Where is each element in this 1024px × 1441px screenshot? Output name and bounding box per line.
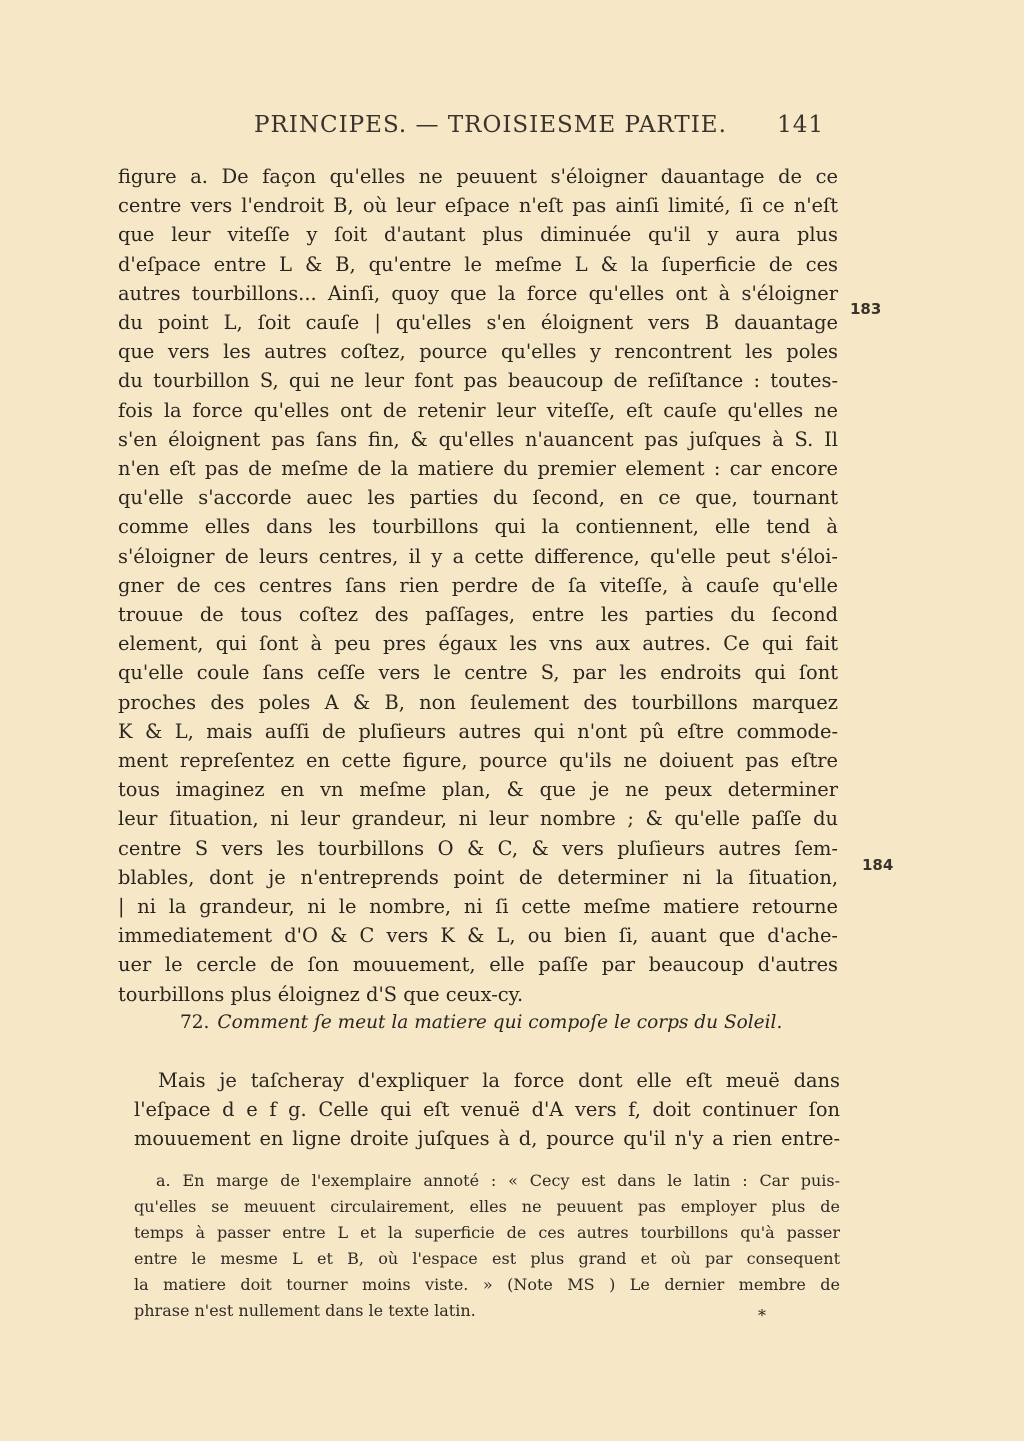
main-text xyxy=(118,162,838,1009)
text-line: qu'elle coule ſans ceſſe vers le centre S, par les endroits qui ſont xyxy=(118,661,838,685)
text-line: mouuement en ligne droite juſques à d, pource qu'il n'y a rien entre- xyxy=(134,1127,840,1151)
text-line: K & L, mais auſſi de pluſieurs autres qui n'ont pû eſtre commode- xyxy=(118,719,838,743)
text-line: d'eſpace entre L & B, qu'entre le meſme L & la ſuperficie de ces xyxy=(118,252,838,276)
margin-page-ref: 184 xyxy=(862,856,894,874)
text-line: du point L, ſoit cauſe | qu'elles s'en éloignent vers B dauantage xyxy=(118,311,838,335)
section-title: Comment ſe meut la matiere qui compoſe le corps du Soleil. xyxy=(217,1012,783,1033)
footnote-line: temps à passer entre L et la superficie de ces autres tourbillons qu'à passer xyxy=(134,1223,840,1242)
running-head-title: PRINCIPES. — TROISIESME PARTIE. xyxy=(254,112,727,138)
text-line: qu'elle s'accorde auec les parties du ſecond, en ce que, tournant xyxy=(118,486,838,510)
text-line: ment repreſentez en cette figure, pource qu'ils ne doiuent pas eſtre xyxy=(118,749,838,773)
asterisk-mark: * xyxy=(758,1306,766,1325)
text-line: autres tourbillons... Ainſi, quoy que la force qu'elles ont à s'éloigner xyxy=(118,281,838,305)
text-line: centre vers l'endroit B, où leur eſpace n'eſt pas ainſi limité, ſi ce n'eſt xyxy=(118,194,838,218)
text-line: comme elles dans les tourbillons qui la contiennent, elle tend à xyxy=(118,515,838,539)
text-line: uer le cercle de ſon mouuement, elle paſſe par beaucoup d'autres xyxy=(118,953,838,977)
text-line: figure a. De façon qu'elles ne peuuent s'éloigner dauantage de ce xyxy=(118,165,838,188)
text-line: s'éloigner de leurs centres, il y a cette difference, qu'elle peut s'éloi- xyxy=(118,544,838,568)
text-line: immediatement d'O & C vers K & L, ou bien ſi, auant que d'ache- xyxy=(118,924,838,948)
margin-page-ref: 183 xyxy=(850,300,882,318)
text-line: que leur viteſſe y ſoit d'autant plus diminuée qu'il y aura plus xyxy=(118,223,838,247)
page-number: 141 xyxy=(777,112,824,138)
footnote-line: entre le mesme L et B, où l'espace est plus grand et où par consequent xyxy=(134,1249,840,1268)
section-number: 72. xyxy=(180,1012,210,1033)
text-line: que vers les autres coſtez, pource qu'elles y rencontrent les poles xyxy=(118,340,838,364)
text-line: gner de ces centres ſans rien perdre de ſa viteſſe, à cauſe qu'elle xyxy=(118,573,838,597)
text-line: element, qui ſont à peu pres égaux les vns aux autres. Ce qui fait xyxy=(118,632,838,656)
running-head xyxy=(254,112,824,138)
text-line: trouue de tous coſtez des paſſages, entre les parties du ſecond xyxy=(118,603,838,627)
text-line: proches des poles A & B, non ſeulement des tourbillons marquez xyxy=(118,690,838,714)
footnote-line: qu'elles se meuuent circulairement, elles ne peuuent pas employer plus de xyxy=(134,1197,840,1216)
text-line: s'en éloignent pas ſans fin, & qu'elles n'auancent pas juſques à S. Il xyxy=(118,427,838,451)
text-line: n'en eſt pas de meſme de la matiere du premier element : car encore xyxy=(118,457,838,481)
text-line: fois la force qu'elles ont de retenir leur viteſſe, eſt cauſe qu'elles ne xyxy=(118,398,838,422)
text-line: du tourbillon S, qui ne leur font pas beaucoup de reſiſtance : toutes- xyxy=(118,369,838,393)
text-line: tourbillons plus éloignez d'S que ceux-cy. xyxy=(118,982,524,1006)
footnote-line: la matiere doit tourner moins viste. » (Note MS ) Le dernier membre de xyxy=(134,1275,840,1294)
text-line: blables, dont je n'entreprends point de determiner ni la ſituation, xyxy=(118,865,838,889)
footnote-line: phrase n'est nullement dans le texte latin. xyxy=(134,1301,476,1320)
footnote-line: a. En marge de l'exemplaire annoté : « Cecy est dans le latin : Car puis- xyxy=(156,1171,840,1190)
text-line: centre S vers les tourbillons O & C, & vers pluſieurs autres ſem- xyxy=(118,836,838,860)
text-line: Mais je taſcheray d'expliquer la force dont elle eſt meuë dans xyxy=(158,1069,840,1092)
section-text xyxy=(134,1066,840,1154)
section-heading xyxy=(180,1012,840,1033)
text-line: | ni la grandeur, ni le nombre, ni ſi cette meſme matiere retourne xyxy=(118,895,838,919)
text-line: leur ſituation, ni leur grandeur, ni leur nombre ; & qu'elle paſſe du xyxy=(118,807,838,831)
text-line: tous imaginez en vn meſme plan, & que je ne peux determiner xyxy=(118,778,838,802)
footnote xyxy=(134,1168,840,1324)
text-line: l'eſpace d e f g. Celle qui eſt venuë d'A vers f, doit continuer ſon xyxy=(134,1098,840,1122)
